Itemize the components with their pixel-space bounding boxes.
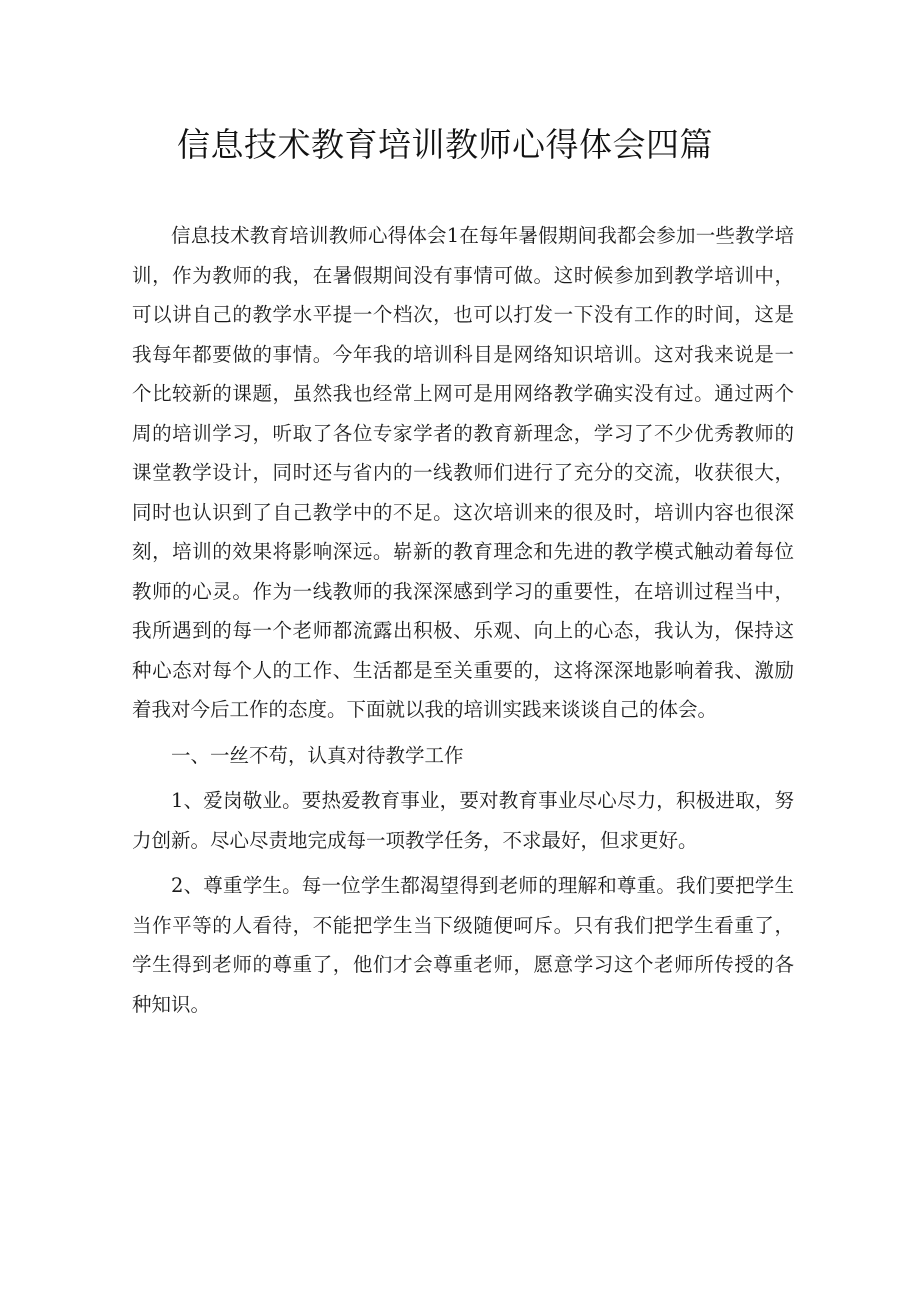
paragraph-intro: 信息技术教育培训教师心得体会1在每年暑假期间我都会参加一些教学培训，作为教师的我，在暑假期间没有事情可做。这时候参加到教学培训中，可以讲自己的教学水平提一个档次，也可以打发一下没有工作的时间，这是我每年都要做的事情。今年我的培训科目是网络知识培训。这对我来说是一个比较新的课题，虽然我也经常上网可是用网络教学确实没有过。通过两个周的培训学习，听取了各位专家学者的教育新理念，学习了不少优秀教师的课堂教学设计，同时还与省内的一线教师们进行了充分的交流，收获很大，同时也认识到了自己教学中的不足。这次培训来的很及时，培训内容也很深刻，培训的效果将影响深远。崭新的教育理念和先进的教学模式触动着每位教师的心灵。作为一线教师的我深深感到学习的重要性，在培训过程当中，我所遇到的每一个老师都流露出积极、乐观、向上的心态，我认为，保持这种心态对每个人的工作、生活都是至关重要的，这将深深地影响着我、激励着我对今后工作的态度。下面就以我的培训实践来谈谈自己的体会。: [132, 224, 794, 721]
document-body: [132, 216, 794, 1024]
page-title: 信息技术教育培训教师心得体会四篇: [177, 125, 713, 164]
list-item-respect-students: 2、尊重学生。每一位学生都渴望得到老师的理解和尊重。我们要把学生当作平等的人看待，不能把学生当下级随便呵斥。只有我们把学生看重了，学生得到老师的尊重了，他们才会尊重老师，愿意学习这个老师所传授的各种知识。: [132, 874, 794, 1016]
list-item-dedication: 1、爱岗敬业。要热爱教育事业，要对教育事业尽心尽力，积极进取，努力创新。尽心尽责地完成每一项教学任务，不求最好，但求更好。: [132, 789, 794, 852]
section-heading-1: 一、一丝不苟，认真对待教学工作: [171, 743, 464, 767]
